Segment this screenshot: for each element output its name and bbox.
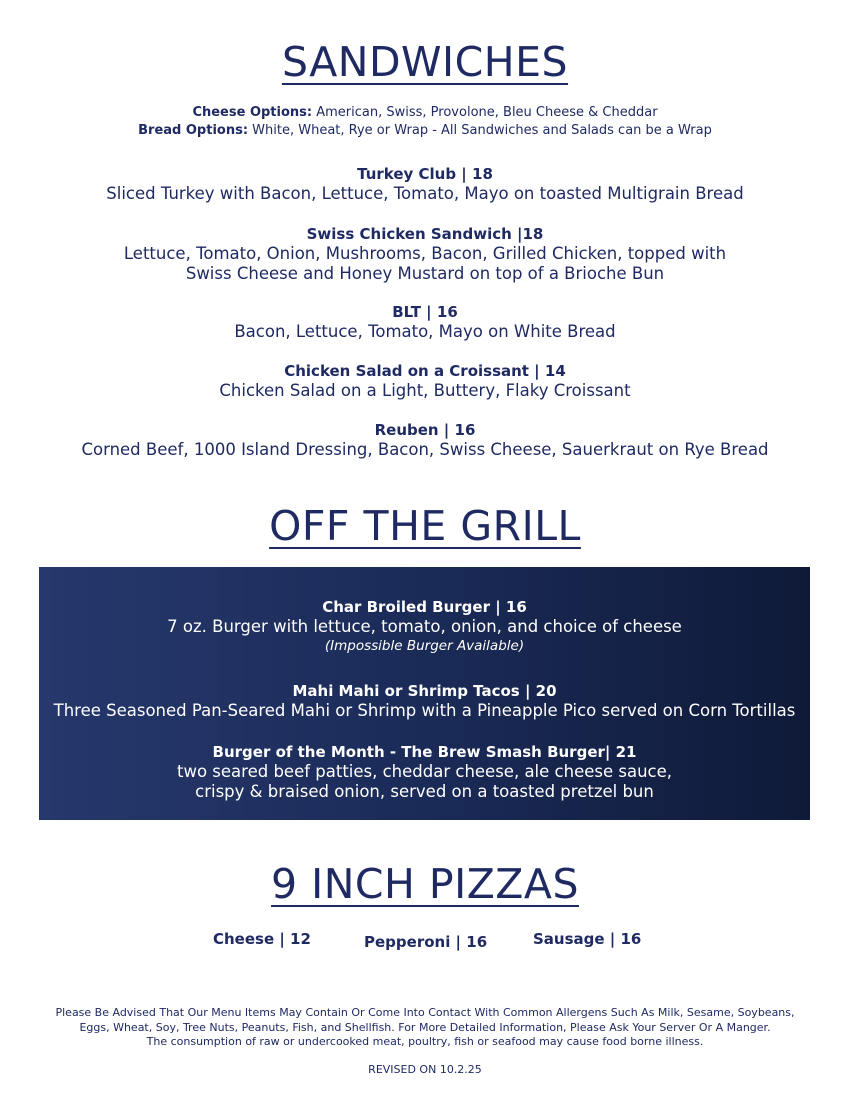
pizzas-heading: 9 INCH PIZZAS: [271, 860, 579, 908]
menu-item-turkey-club: [0, 164, 850, 204]
menu-item-blt: [0, 302, 850, 342]
grill-heading: OFF THE GRILL: [269, 502, 581, 550]
menu-item-reuben: [0, 420, 850, 460]
pizza-cheese: Cheese | 12: [213, 930, 311, 948]
grill-panel: [39, 567, 810, 820]
cheese-options: [0, 103, 850, 122]
item-description: Lettuce, Tomato, Onion, Mushrooms, Bacon, Grilled Chicken, topped with: [123, 244, 727, 263]
menu-item-tacos: [39, 681, 810, 721]
sandwiches-heading: SANDWICHES: [281, 38, 569, 86]
menu-item-burger-of-month: [39, 742, 810, 802]
pizza-sausage: Sausage | 16: [533, 930, 642, 948]
allergen-notice-line1: Please Be Advised That Our Menu Items May Contain Or Come Into Contact With Common Allergens Such As Milk, Sesame, Soybeans,: [55, 1006, 795, 1019]
item-description: Three Seasoned Pan-Seared Mahi or Shrimp with a Pineapple Pico served on Corn Tortillas: [53, 701, 796, 720]
allergen-notice-line2: Eggs, Wheat, Soy, Tree Nuts, Peanuts, Fish, and Shellfish. For More Detailed Information, Please Ask Your Server Or A Manger.: [79, 1020, 771, 1034]
bread-options-label: Bread Options:: [138, 123, 249, 138]
item-description: Bacon, Lettuce, Tomato, Mayo on White Bread: [234, 322, 616, 341]
menu-item-chicken-salad: [0, 361, 850, 401]
item-name: Burger of the Month - The Brew Smash Burger| 21: [212, 743, 637, 761]
item-note: (Impossible Burger Available): [324, 638, 525, 654]
item-description: Chicken Salad on a Light, Buttery, Flaky Croissant: [219, 381, 631, 400]
item-description-line2: Swiss Cheese and Honey Mustard on top of a Brioche Bun: [185, 264, 665, 283]
item-name: Char Broiled Burger | 16: [322, 598, 527, 616]
revision-date: REVISED ON 10.2.25: [368, 1063, 482, 1076]
cheese-options-label: Cheese Options:: [192, 105, 313, 120]
bread-options: [0, 121, 850, 140]
item-description: Sliced Turkey with Bacon, Lettuce, Tomato, Mayo on toasted Multigrain Bread: [106, 184, 744, 203]
item-description: Corned Beef, 1000 Island Dressing, Bacon, Swiss Cheese, Sauerkraut on Rye Bread: [81, 440, 769, 459]
item-name: BLT | 16: [392, 303, 458, 321]
item-name: Chicken Salad on a Croissant | 14: [284, 362, 566, 380]
item-name: Turkey Club | 18: [357, 165, 493, 183]
item-name: Reuben | 16: [374, 421, 476, 439]
item-description: two seared beef patties, cheddar cheese, ale cheese sauce,: [176, 762, 673, 781]
raw-food-warning: The consumption of raw or undercooked meat, poultry, fish or seafood may cause food borne illness.: [146, 1035, 704, 1048]
cheese-options-text: American, Swiss, Provolone, Bleu Cheese & Cheddar: [316, 105, 658, 120]
item-name: Mahi Mahi or Shrimp Tacos | 20: [292, 682, 557, 700]
allergen-notice: [0, 1006, 850, 1050]
bread-options-text: White, Wheat, Rye or Wrap - All Sandwiches and Salads can be a Wrap: [252, 123, 712, 138]
pizza-pepperoni: Pepperoni | 16: [364, 933, 488, 951]
menu-item-char-broiled-burger: [39, 597, 810, 655]
item-name: Swiss Chicken Sandwich |18: [306, 225, 544, 243]
menu-item-swiss-chicken: [0, 224, 850, 284]
item-description: 7 oz. Burger with lettuce, tomato, onion, and choice of cheese: [167, 617, 682, 636]
item-description-line2: crispy & braised onion, served on a toasted pretzel bun: [195, 782, 654, 801]
